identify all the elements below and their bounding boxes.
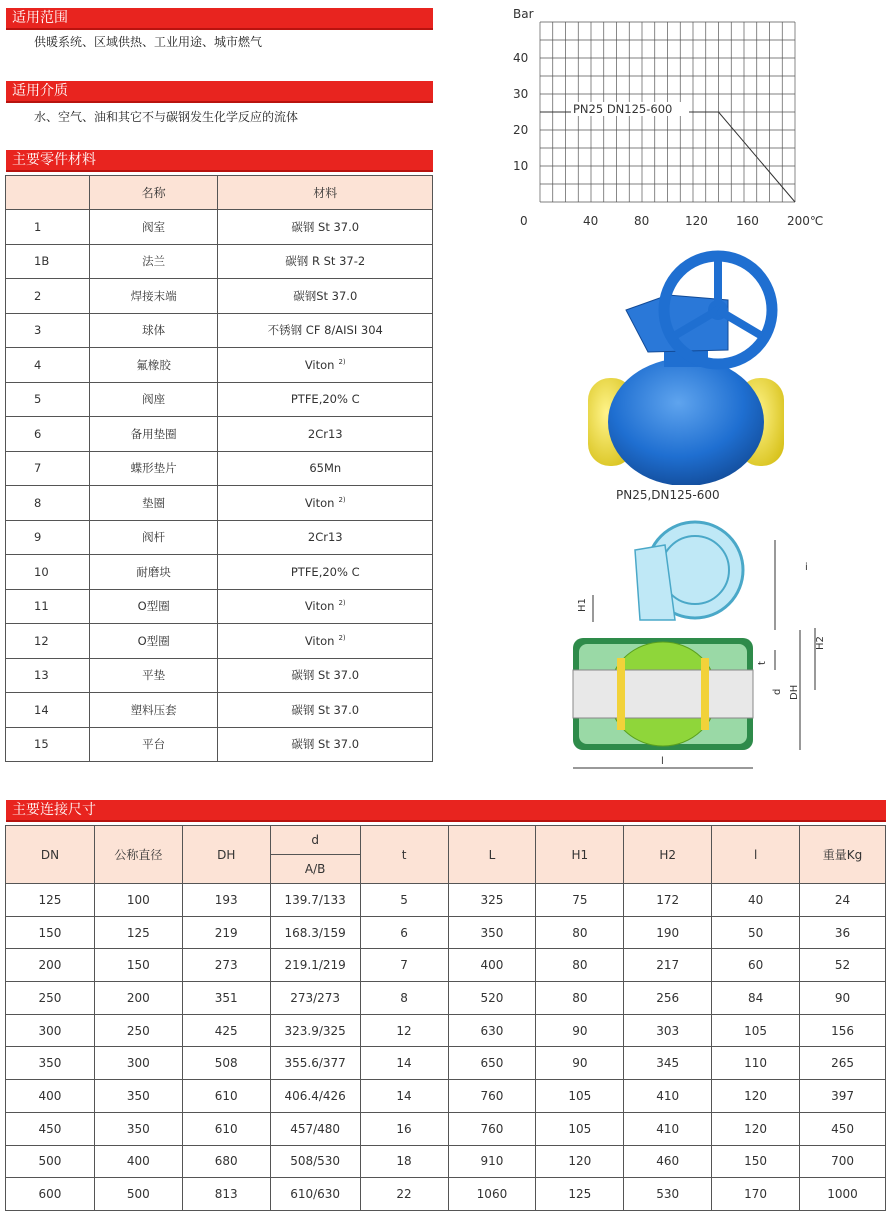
dim-cell-l: 60 bbox=[712, 949, 800, 982]
part-number: 15 bbox=[6, 727, 90, 762]
dim-row bbox=[6, 1178, 886, 1211]
part-number: 9 bbox=[6, 520, 90, 555]
dim-cell-dn: 150 bbox=[6, 916, 95, 949]
part-material: 2Cr13 bbox=[307, 426, 343, 441]
part-number: 6 bbox=[6, 417, 90, 452]
part-material: 碳钢St 37.0 bbox=[293, 288, 358, 303]
section-title: 适用范围 bbox=[12, 10, 68, 26]
header-material: 材料 bbox=[218, 176, 433, 210]
dim-cell-L: 630 bbox=[448, 1014, 536, 1047]
parts-row bbox=[6, 693, 433, 728]
dim-cell-h1: 80 bbox=[536, 916, 624, 949]
part-name: 法兰 bbox=[89, 244, 218, 279]
dim-row bbox=[6, 982, 886, 1015]
dim-cell-h2: 460 bbox=[624, 1145, 712, 1178]
dim-cell-d: 219.1/219 bbox=[270, 949, 360, 982]
part-material-cell bbox=[218, 210, 433, 245]
dim-cell-t: 14 bbox=[360, 1080, 448, 1113]
dim-cell-h1: 90 bbox=[536, 1047, 624, 1080]
part-name: 焊接末端 bbox=[89, 279, 218, 314]
dim-cell-h1: 80 bbox=[536, 949, 624, 982]
part-name: O型圈 bbox=[89, 624, 218, 659]
dim-row bbox=[6, 884, 886, 917]
y-axis-label: Bar bbox=[513, 7, 534, 21]
dim-cell-dn: 600 bbox=[6, 1178, 95, 1211]
dim-cell-d: 355.6/377 bbox=[270, 1047, 360, 1080]
part-material-cell bbox=[218, 727, 433, 762]
dim-cell-t: 16 bbox=[360, 1112, 448, 1145]
part-material: Viton bbox=[304, 599, 335, 614]
dimensions-table bbox=[5, 825, 886, 1211]
dim-cell-dn: 400 bbox=[6, 1080, 95, 1113]
part-name: 蝶形垫片 bbox=[89, 451, 218, 486]
parts-row bbox=[6, 417, 433, 452]
dim-cell-d: 323.9/325 bbox=[270, 1014, 360, 1047]
part-number: 14 bbox=[6, 693, 90, 728]
part-name: 备用垫圈 bbox=[89, 417, 218, 452]
section-title: 适用介质 bbox=[12, 83, 68, 99]
parts-row bbox=[6, 348, 433, 383]
part-material: Viton bbox=[304, 357, 335, 372]
valve-body bbox=[608, 358, 764, 485]
part-material: Viton bbox=[304, 633, 335, 648]
dim-cell-nominal: 125 bbox=[94, 916, 182, 949]
parts-row bbox=[6, 589, 433, 624]
dim-cell-t: 12 bbox=[360, 1014, 448, 1047]
parts-table-header bbox=[6, 176, 433, 210]
dim-cell-dh: 219 bbox=[182, 916, 270, 949]
dim-cell-dh: 351 bbox=[182, 982, 270, 1015]
part-number: 5 bbox=[6, 382, 90, 417]
photo-caption: PN25,DN125-600 bbox=[616, 488, 720, 502]
dim-cell-weight: 265 bbox=[800, 1047, 886, 1080]
part-number: 3 bbox=[6, 313, 90, 348]
header-h1: H1 bbox=[536, 826, 624, 884]
label-h2: H2 bbox=[815, 636, 826, 650]
part-material: 碳钢 St 37.0 bbox=[291, 702, 360, 717]
dim-cell-h1: 80 bbox=[536, 982, 624, 1015]
parts-row bbox=[6, 382, 433, 417]
section-band-application bbox=[6, 8, 433, 28]
header-d: d bbox=[270, 826, 360, 855]
dim-cell-nominal: 300 bbox=[94, 1047, 182, 1080]
dim-cell-h2: 410 bbox=[624, 1080, 712, 1113]
dim-cell-dh: 680 bbox=[182, 1145, 270, 1178]
dim-row bbox=[6, 916, 886, 949]
label-l: l bbox=[661, 756, 664, 767]
dim-cell-dn: 125 bbox=[6, 884, 95, 917]
y-tick-label: 10 bbox=[513, 159, 529, 173]
y-tick-label: 30 bbox=[513, 87, 529, 101]
x-tick-label: 80 bbox=[634, 214, 650, 228]
dim-cell-h2: 172 bbox=[624, 884, 712, 917]
dim-cell-dn: 500 bbox=[6, 1145, 95, 1178]
label-d: d bbox=[772, 688, 783, 695]
part-material: 碳钢 St 37.0 bbox=[291, 668, 360, 683]
dim-header-row bbox=[6, 826, 886, 855]
dim-cell-weight: 52 bbox=[800, 949, 886, 982]
part-name: 平垫 bbox=[89, 658, 218, 693]
dim-cell-h2: 190 bbox=[624, 916, 712, 949]
part-material: 碳钢 St 37.0 bbox=[291, 219, 360, 234]
part-material-cell bbox=[218, 382, 433, 417]
dim-cell-d: 406.4/426 bbox=[270, 1080, 360, 1113]
dim-row bbox=[6, 949, 886, 982]
part-material-cell bbox=[218, 693, 433, 728]
dim-cell-L: 325 bbox=[448, 884, 536, 917]
x-tick-label: 0 bbox=[520, 214, 528, 228]
part-number: 7 bbox=[6, 451, 90, 486]
dim-cell-L: 910 bbox=[448, 1145, 536, 1178]
dim-cell-h1: 105 bbox=[536, 1080, 624, 1113]
medium-text: 水、空气、油和其它不与碳钢发生化学反应的流体 bbox=[34, 110, 299, 124]
dim-cell-t: 5 bbox=[360, 884, 448, 917]
dim-cell-L: 760 bbox=[448, 1080, 536, 1113]
dim-cell-weight: 90 bbox=[800, 982, 886, 1015]
material-footnote: 2) bbox=[338, 599, 346, 608]
dim-cell-h2: 256 bbox=[624, 982, 712, 1015]
y-tick-label: 20 bbox=[513, 123, 529, 137]
part-material-cell bbox=[218, 244, 433, 279]
dim-cell-weight: 397 bbox=[800, 1080, 886, 1113]
dim-row bbox=[6, 1145, 886, 1178]
parts-row bbox=[6, 727, 433, 762]
drawing-seat bbox=[617, 658, 625, 730]
header-weight: 重量Kg bbox=[800, 826, 886, 884]
dim-cell-dn: 250 bbox=[6, 982, 95, 1015]
part-name: 耐磨块 bbox=[89, 555, 218, 590]
parts-table bbox=[5, 175, 433, 762]
parts-row bbox=[6, 313, 433, 348]
section-title: 主要连接尺寸 bbox=[12, 802, 96, 818]
header-t: t bbox=[360, 826, 448, 884]
label-dh: DH bbox=[789, 684, 800, 700]
sectional-drawing bbox=[565, 510, 835, 775]
parts-row bbox=[6, 244, 433, 279]
dim-cell-h1: 105 bbox=[536, 1112, 624, 1145]
part-material: 碳钢 St 37.0 bbox=[291, 737, 360, 752]
dim-cell-nominal: 500 bbox=[94, 1178, 182, 1211]
dim-cell-nominal: 400 bbox=[94, 1145, 182, 1178]
dim-cell-weight: 36 bbox=[800, 916, 886, 949]
dim-cell-nominal: 250 bbox=[94, 1014, 182, 1047]
part-number: 10 bbox=[6, 555, 90, 590]
dim-cell-t: 14 bbox=[360, 1047, 448, 1080]
x-tick-label: 200℃ bbox=[787, 214, 824, 228]
part-number: 11 bbox=[6, 589, 90, 624]
series-annotation: PN25 DN125-600 bbox=[573, 102, 673, 116]
dim-row bbox=[6, 1080, 886, 1113]
part-name: 阀杆 bbox=[89, 520, 218, 555]
part-material: PTFE,20% C bbox=[290, 392, 360, 407]
dim-cell-l: 150 bbox=[712, 1145, 800, 1178]
part-number: 13 bbox=[6, 658, 90, 693]
part-material: 不锈钢 CF 8/AISI 304 bbox=[267, 323, 383, 338]
dim-cell-nominal: 350 bbox=[94, 1080, 182, 1113]
part-material-cell bbox=[218, 555, 433, 590]
section-band-medium bbox=[6, 81, 433, 101]
dim-cell-weight: 1000 bbox=[800, 1178, 886, 1211]
dim-cell-h2: 217 bbox=[624, 949, 712, 982]
dim-cell-h1: 125 bbox=[536, 1178, 624, 1211]
part-number: 4 bbox=[6, 348, 90, 383]
dim-cell-l: 110 bbox=[712, 1047, 800, 1080]
part-material-cell bbox=[218, 624, 433, 659]
dim-cell-dh: 813 bbox=[182, 1178, 270, 1211]
dim-cell-dn: 450 bbox=[6, 1112, 95, 1145]
part-material-cell bbox=[218, 417, 433, 452]
dim-cell-nominal: 200 bbox=[94, 982, 182, 1015]
parts-row bbox=[6, 486, 433, 521]
part-material: PTFE,20% C bbox=[290, 564, 360, 579]
dim-cell-h2: 530 bbox=[624, 1178, 712, 1211]
parts-row bbox=[6, 624, 433, 659]
dim-cell-L: 760 bbox=[448, 1112, 536, 1145]
material-footnote: 2) bbox=[338, 495, 346, 504]
part-material-cell bbox=[218, 658, 433, 693]
application-text: 供暖系统、区域供热、工业用途、城市燃气 bbox=[34, 35, 263, 49]
header-d-sub: A/B bbox=[270, 855, 360, 884]
dim-cell-L: 350 bbox=[448, 916, 536, 949]
dim-cell-weight: 450 bbox=[800, 1112, 886, 1145]
dim-cell-t: 22 bbox=[360, 1178, 448, 1211]
part-material: Viton bbox=[304, 495, 335, 510]
dim-cell-dh: 193 bbox=[182, 884, 270, 917]
dim-row bbox=[6, 1112, 886, 1145]
dim-cell-t: 18 bbox=[360, 1145, 448, 1178]
dim-cell-nominal: 350 bbox=[94, 1112, 182, 1145]
part-number: 2 bbox=[6, 279, 90, 314]
header-h2: H2 bbox=[624, 826, 712, 884]
dim-cell-h2: 410 bbox=[624, 1112, 712, 1145]
part-name: 塑料压套 bbox=[89, 693, 218, 728]
part-name: 阀座 bbox=[89, 382, 218, 417]
dim-cell-d: 508/530 bbox=[270, 1145, 360, 1178]
parts-row bbox=[6, 658, 433, 693]
part-name: 平台 bbox=[89, 727, 218, 762]
dim-cell-L: 650 bbox=[448, 1047, 536, 1080]
drawing-seat bbox=[701, 658, 709, 730]
dim-cell-t: 8 bbox=[360, 982, 448, 1015]
material-footnote: 2) bbox=[338, 357, 346, 366]
header-dh: DH bbox=[182, 826, 270, 884]
part-material-cell bbox=[218, 451, 433, 486]
drawing-bore bbox=[573, 670, 753, 718]
dim-cell-l: 105 bbox=[712, 1014, 800, 1047]
dim-cell-dn: 300 bbox=[6, 1014, 95, 1047]
dim-cell-t: 7 bbox=[360, 949, 448, 982]
dim-cell-h1: 75 bbox=[536, 884, 624, 917]
section-title: 主要零件材料 bbox=[12, 152, 96, 168]
part-material-cell bbox=[218, 520, 433, 555]
dim-cell-d: 610/630 bbox=[270, 1178, 360, 1211]
part-material-cell bbox=[218, 313, 433, 348]
part-name: 球体 bbox=[89, 313, 218, 348]
valve-photo bbox=[578, 240, 808, 485]
dim-row bbox=[6, 1014, 886, 1047]
dim-cell-weight: 156 bbox=[800, 1014, 886, 1047]
dim-cell-h2: 303 bbox=[624, 1014, 712, 1047]
dim-cell-h2: 345 bbox=[624, 1047, 712, 1080]
part-name: 垫圈 bbox=[89, 486, 218, 521]
part-material: 碳钢 R St 37-2 bbox=[285, 254, 366, 269]
dim-cell-d: 139.7/133 bbox=[270, 884, 360, 917]
part-name: 阀室 bbox=[89, 210, 218, 245]
dim-cell-nominal: 150 bbox=[94, 949, 182, 982]
part-name: O型圈 bbox=[89, 589, 218, 624]
dim-cell-dh: 273 bbox=[182, 949, 270, 982]
pressure-temperature-chart bbox=[505, 5, 835, 230]
header-L: L bbox=[448, 826, 536, 884]
dim-cell-h1: 90 bbox=[536, 1014, 624, 1047]
part-number: 1B bbox=[6, 244, 90, 279]
dim-cell-dh: 425 bbox=[182, 1014, 270, 1047]
parts-row bbox=[6, 520, 433, 555]
dim-cell-t: 6 bbox=[360, 916, 448, 949]
dim-cell-l: 120 bbox=[712, 1112, 800, 1145]
header-l: l bbox=[712, 826, 800, 884]
parts-row bbox=[6, 279, 433, 314]
dim-cell-d: 168.3/159 bbox=[270, 916, 360, 949]
part-material-cell bbox=[218, 486, 433, 521]
dim-cell-weight: 24 bbox=[800, 884, 886, 917]
part-material-cell bbox=[218, 589, 433, 624]
material-footnote: 2) bbox=[338, 633, 346, 642]
part-number: 1 bbox=[6, 210, 90, 245]
dim-cell-l: 170 bbox=[712, 1178, 800, 1211]
header-name: 名称 bbox=[89, 176, 218, 210]
label-h1: H1 bbox=[577, 598, 588, 612]
header-dn: DN bbox=[6, 826, 95, 884]
dim-row bbox=[6, 1047, 886, 1080]
dim-cell-L: 400 bbox=[448, 949, 536, 982]
dim-cell-d: 273/273 bbox=[270, 982, 360, 1015]
part-number: 12 bbox=[6, 624, 90, 659]
x-tick-label: 40 bbox=[583, 214, 599, 228]
dim-cell-L: 1060 bbox=[448, 1178, 536, 1211]
label-i: i bbox=[805, 562, 808, 573]
x-tick-label: 160 bbox=[736, 214, 759, 228]
dim-cell-l: 50 bbox=[712, 916, 800, 949]
dim-cell-weight: 700 bbox=[800, 1145, 886, 1178]
dim-cell-d: 457/480 bbox=[270, 1112, 360, 1145]
dim-cell-L: 520 bbox=[448, 982, 536, 1015]
y-tick-label: 40 bbox=[513, 51, 529, 65]
part-material-cell bbox=[218, 279, 433, 314]
dim-cell-h1: 120 bbox=[536, 1145, 624, 1178]
dim-cell-dh: 508 bbox=[182, 1047, 270, 1080]
parts-row bbox=[6, 555, 433, 590]
part-material-cell bbox=[218, 348, 433, 383]
part-material: 65Mn bbox=[309, 461, 342, 476]
dim-cell-dh: 610 bbox=[182, 1112, 270, 1145]
parts-row bbox=[6, 451, 433, 486]
dim-cell-l: 84 bbox=[712, 982, 800, 1015]
dim-cell-dn: 350 bbox=[6, 1047, 95, 1080]
part-name: 氟橡胶 bbox=[89, 348, 218, 383]
header-nominal: 公称直径 bbox=[94, 826, 182, 884]
dim-cell-l: 40 bbox=[712, 884, 800, 917]
label-t: t bbox=[757, 661, 768, 665]
header-blank bbox=[6, 176, 90, 210]
part-number: 8 bbox=[6, 486, 90, 521]
part-material: 2Cr13 bbox=[307, 530, 343, 545]
section-band-parts bbox=[6, 150, 433, 170]
dim-cell-l: 120 bbox=[712, 1080, 800, 1113]
dim-cell-nominal: 100 bbox=[94, 884, 182, 917]
x-tick-label: 120 bbox=[685, 214, 708, 228]
dim-cell-dh: 610 bbox=[182, 1080, 270, 1113]
parts-row bbox=[6, 210, 433, 245]
dim-cell-dn: 200 bbox=[6, 949, 95, 982]
section-band-dimensions bbox=[6, 800, 886, 820]
